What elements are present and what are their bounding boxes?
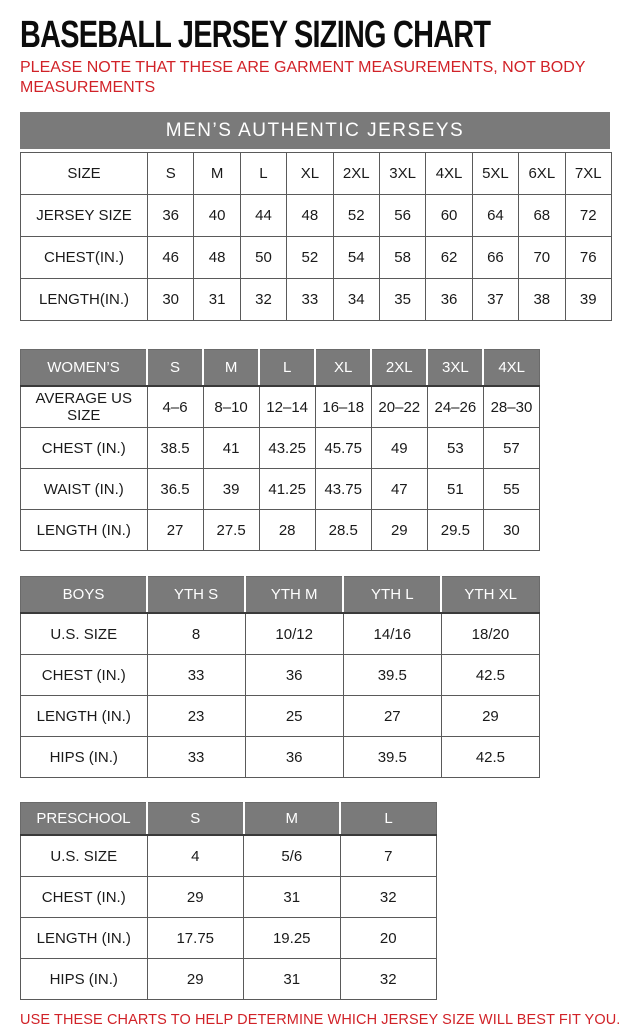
page-title: BASEBALL JERSEY SIZING CHART (20, 14, 491, 56)
row-label-cell: LENGTH(IN.) (21, 279, 148, 321)
row-label-cell: CHEST (IN.) (21, 877, 148, 918)
size-column-header: XL (287, 153, 333, 195)
size-column-header: 6XL (519, 153, 565, 195)
size-value-cell: 25 (245, 696, 343, 737)
fit-advice-footer: USE THESE CHARTS TO HELP DETERMINE WHICH JERSEY SIZE WILL BEST FIT YOU. (20, 1012, 621, 1028)
size-value-cell: 68 (519, 195, 565, 237)
table-row (21, 510, 540, 551)
table-row (21, 279, 612, 321)
size-value-cell: 51 (427, 469, 483, 510)
size-value-cell: 57 (483, 428, 539, 469)
size-value-cell: 32 (340, 959, 437, 1000)
size-value-cell: 42.5 (441, 737, 539, 778)
table-row (21, 737, 540, 778)
size-value-cell: 36 (245, 737, 343, 778)
table-row (21, 918, 437, 959)
size-value-cell: 38.5 (147, 428, 203, 469)
size-value-cell: 27.5 (203, 510, 259, 551)
size-value-cell: 30 (483, 510, 539, 551)
size-value-cell: 42.5 (441, 655, 539, 696)
size-value-cell: 76 (565, 237, 611, 279)
size-value-cell: 49 (371, 428, 427, 469)
size-value-cell: 41 (203, 428, 259, 469)
size-column-header: 4XL (426, 153, 472, 195)
row-label-header: WOMEN’S (21, 350, 148, 387)
table-row (21, 696, 540, 737)
row-label-cell: U.S. SIZE (21, 835, 148, 877)
row-label-cell: WAIST (IN.) (21, 469, 148, 510)
size-column-header: L (240, 153, 286, 195)
table-row (21, 835, 437, 877)
size-column-header: 5XL (472, 153, 518, 195)
size-value-cell: 19.25 (244, 918, 341, 959)
size-value-cell: 29.5 (427, 510, 483, 551)
size-column-header: XL (315, 350, 371, 387)
size-value-cell: 39 (565, 279, 611, 321)
size-value-cell: 29 (441, 696, 539, 737)
size-value-cell: 5/6 (244, 835, 341, 877)
note-line-2: MEASUREMENTS (20, 79, 156, 96)
size-value-cell: 48 (287, 195, 333, 237)
size-column-header: YTH XL (441, 577, 539, 614)
garment-measurement-note (20, 58, 618, 98)
size-value-cell: 28.5 (315, 510, 371, 551)
size-value-cell: 29 (147, 877, 244, 918)
table-header-row (21, 350, 540, 387)
size-value-cell: 72 (565, 195, 611, 237)
size-value-cell: 54 (333, 237, 379, 279)
size-value-cell: 17.75 (147, 918, 244, 959)
size-value-cell: 52 (333, 195, 379, 237)
size-value-cell: 52 (287, 237, 333, 279)
size-value-cell: 39 (203, 469, 259, 510)
table-row (21, 195, 612, 237)
size-column-header: L (259, 350, 315, 387)
size-value-cell: 7 (340, 835, 437, 877)
size-column-header: 2XL (333, 153, 379, 195)
size-value-cell: 36.5 (147, 469, 203, 510)
size-value-cell: 27 (147, 510, 203, 551)
row-label-cell: LENGTH (IN.) (21, 918, 148, 959)
size-value-cell: 16–18 (315, 386, 371, 428)
size-value-cell: 33 (287, 279, 333, 321)
size-value-cell: 45.75 (315, 428, 371, 469)
size-value-cell: 24–26 (427, 386, 483, 428)
size-value-cell: 4 (147, 835, 244, 877)
size-value-cell: 35 (379, 279, 425, 321)
size-value-cell: 66 (472, 237, 518, 279)
size-column-header: YTH S (147, 577, 245, 614)
size-value-cell: 36 (426, 279, 472, 321)
table-row (21, 469, 540, 510)
size-value-cell: 8 (147, 613, 245, 655)
size-value-cell: 23 (147, 696, 245, 737)
size-value-cell: 32 (240, 279, 286, 321)
row-label-cell: CHEST (IN.) (21, 428, 148, 469)
womens-sizing-table (20, 349, 540, 551)
size-value-cell: 70 (519, 237, 565, 279)
size-value-cell: 62 (426, 237, 472, 279)
size-value-cell: 39.5 (343, 737, 441, 778)
size-value-cell: 34 (333, 279, 379, 321)
boys-sizing-table (20, 576, 540, 778)
row-label-cell: AVERAGE US SIZE (21, 386, 148, 428)
table-header-row (21, 577, 540, 614)
size-value-cell: 40 (194, 195, 240, 237)
size-value-cell: 48 (194, 237, 240, 279)
size-column-header: YTH L (343, 577, 441, 614)
size-value-cell: 29 (371, 510, 427, 551)
size-value-cell: 14/16 (343, 613, 441, 655)
size-value-cell: 32 (340, 877, 437, 918)
size-column-header: 7XL (565, 153, 611, 195)
size-value-cell: 8–10 (203, 386, 259, 428)
size-column-header: M (203, 350, 259, 387)
size-value-cell: 28 (259, 510, 315, 551)
size-value-cell: 44 (240, 195, 286, 237)
size-value-cell: 55 (483, 469, 539, 510)
size-value-cell: 58 (379, 237, 425, 279)
row-label-cell: HIPS (IN.) (21, 737, 148, 778)
size-column-header: 3XL (427, 350, 483, 387)
size-value-cell: 20 (340, 918, 437, 959)
size-value-cell: 43.75 (315, 469, 371, 510)
size-value-cell: 43.25 (259, 428, 315, 469)
row-label-cell: HIPS (IN.) (21, 959, 148, 1000)
size-value-cell: 31 (244, 877, 341, 918)
table-row (21, 613, 540, 655)
size-column-header: 2XL (371, 350, 427, 387)
size-value-cell: 28–30 (483, 386, 539, 428)
table-row (21, 959, 437, 1000)
size-column-header: L (340, 803, 437, 836)
size-value-cell: 50 (240, 237, 286, 279)
size-column-header: S (147, 803, 244, 836)
size-column-header: 4XL (483, 350, 539, 387)
size-column-header: M (244, 803, 341, 836)
size-column-header: YTH M (245, 577, 343, 614)
size-value-cell: 56 (379, 195, 425, 237)
size-value-cell: 31 (194, 279, 240, 321)
row-label-cell: LENGTH (IN.) (21, 696, 148, 737)
size-value-cell: 38 (519, 279, 565, 321)
table-row (21, 386, 540, 428)
table-header-row (21, 803, 437, 836)
size-value-cell: 20–22 (371, 386, 427, 428)
size-value-cell: 31 (244, 959, 341, 1000)
size-value-cell: 29 (147, 959, 244, 1000)
size-value-cell: 27 (343, 696, 441, 737)
size-value-cell: 36 (245, 655, 343, 696)
size-value-cell: 4–6 (147, 386, 203, 428)
table-row (21, 655, 540, 696)
table-row (21, 237, 612, 279)
mens-table-banner: MEN’S AUTHENTIC JERSEYS (20, 112, 610, 149)
row-label-cell: JERSEY SIZE (21, 195, 148, 237)
table-row (21, 877, 437, 918)
size-value-cell: 47 (371, 469, 427, 510)
size-value-cell: 33 (147, 737, 245, 778)
size-value-cell: 33 (147, 655, 245, 696)
size-value-cell: 46 (148, 237, 194, 279)
row-label-header: PRESCHOOL (21, 803, 148, 836)
size-value-cell: 30 (148, 279, 194, 321)
size-value-cell: 64 (472, 195, 518, 237)
table-row (21, 428, 540, 469)
note-line-1: PLEASE NOTE THAT THESE ARE GARMENT MEASUREMENTS, NOT BODY (20, 59, 586, 76)
size-value-cell: 37 (472, 279, 518, 321)
row-label-header: BOYS (21, 577, 148, 614)
size-value-cell: 10/12 (245, 613, 343, 655)
size-value-cell: 39.5 (343, 655, 441, 696)
size-column-header: S (147, 350, 203, 387)
preschool-sizing-table (20, 802, 437, 1000)
row-label-cell: LENGTH (IN.) (21, 510, 148, 551)
size-value-cell: 18/20 (441, 613, 539, 655)
size-value-cell: 12–14 (259, 386, 315, 428)
size-value-cell: 41.25 (259, 469, 315, 510)
size-column-header: 3XL (379, 153, 425, 195)
size-value-cell: 60 (426, 195, 472, 237)
mens-sizing-table (20, 152, 612, 321)
table-header-row (21, 153, 612, 195)
row-label-cell: U.S. SIZE (21, 613, 148, 655)
row-label-cell: CHEST (IN.) (21, 655, 148, 696)
row-label-cell: CHEST(IN.) (21, 237, 148, 279)
size-value-cell: 36 (148, 195, 194, 237)
size-column-header: M (194, 153, 240, 195)
size-value-cell: 53 (427, 428, 483, 469)
row-label-header: SIZE (21, 153, 148, 195)
size-column-header: S (148, 153, 194, 195)
